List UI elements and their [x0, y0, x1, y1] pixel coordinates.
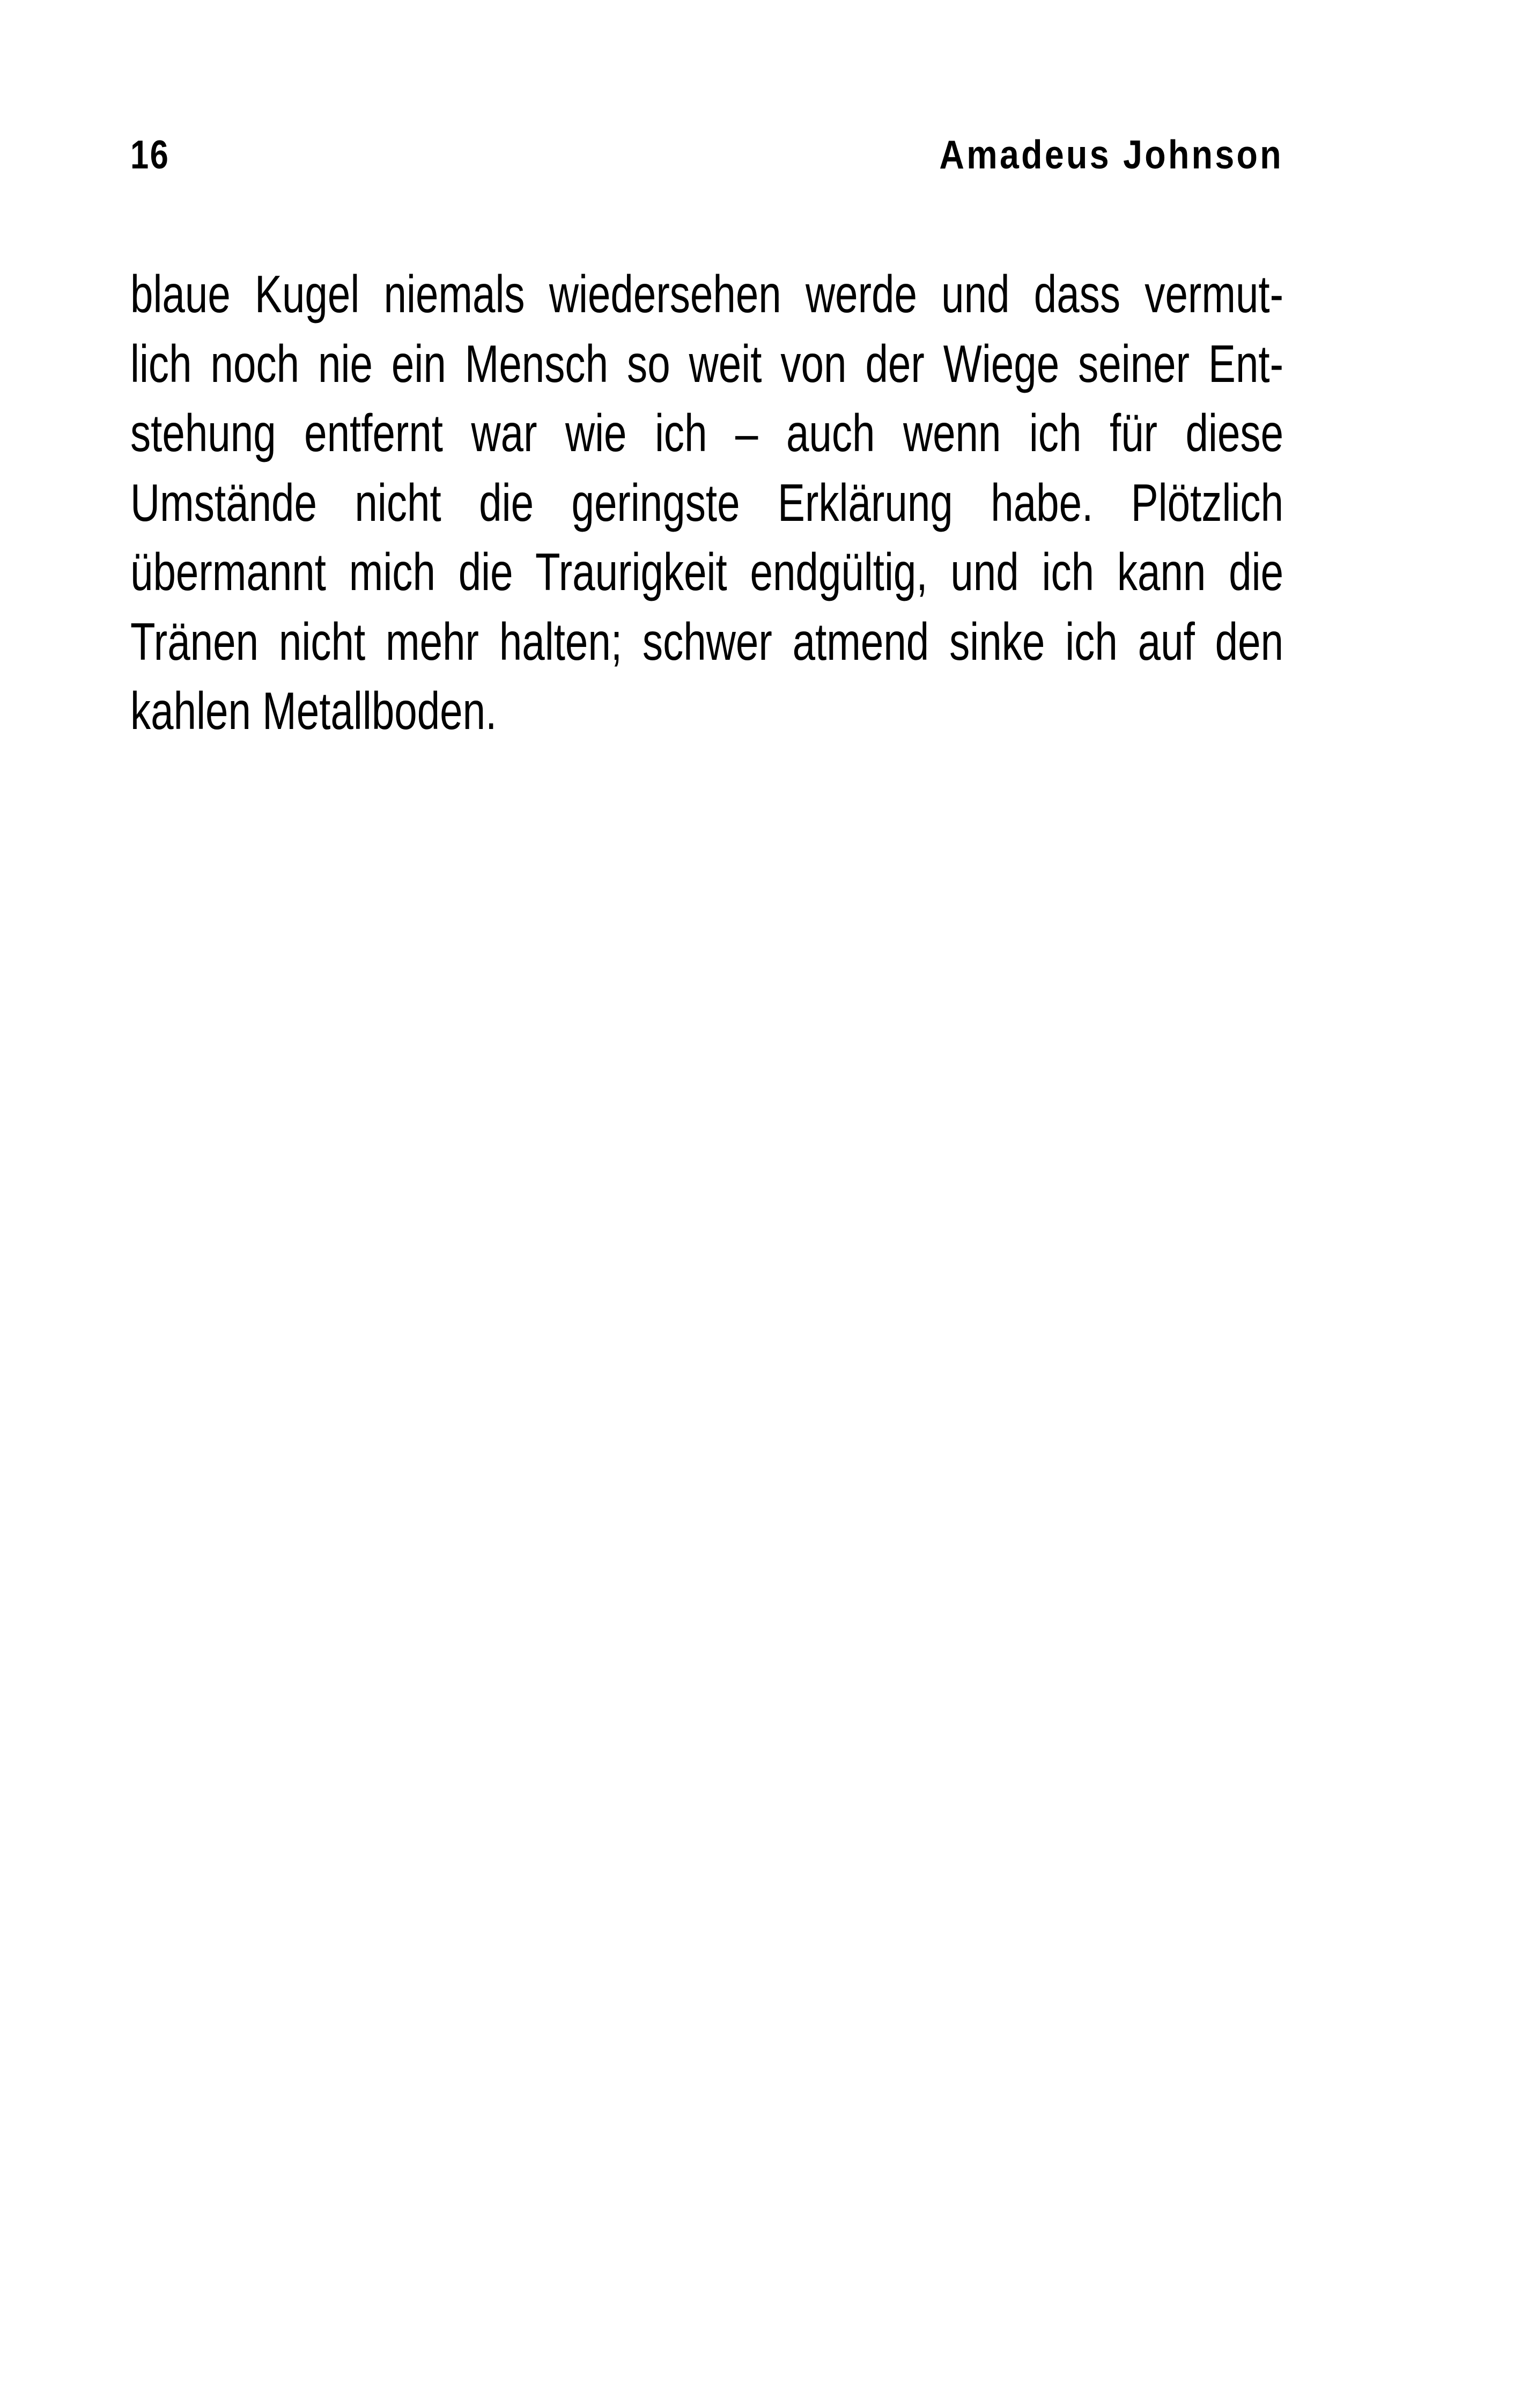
- paragraph-line: kahlen Metallboden.: [130, 681, 497, 740]
- paragraph-line: blaue Kugel niemals wiedersehen werde und dass vermut-: [130, 264, 1284, 323]
- paragraph-line: lich noch nie ein Mensch so weit von der Wiege seiner Ent-: [130, 334, 1284, 393]
- running-header-author: Amadeus Johnson: [939, 132, 1283, 177]
- paragraph-line: Umstände nicht die geringste Erklärung habe. Plötzlich: [130, 473, 1284, 532]
- page-number: 16: [130, 132, 170, 177]
- paragraph-line: stehung entfernt war wie ich – auch wenn ich für diese: [130, 403, 1284, 462]
- paragraph-line: Tränen nicht mehr halten; schwer atmend sinke ich auf den: [130, 612, 1284, 671]
- body-paragraph: [130, 260, 1283, 746]
- paragraph-line: übermannt mich die Traurigkeit endgültig, und ich kann die: [130, 542, 1284, 601]
